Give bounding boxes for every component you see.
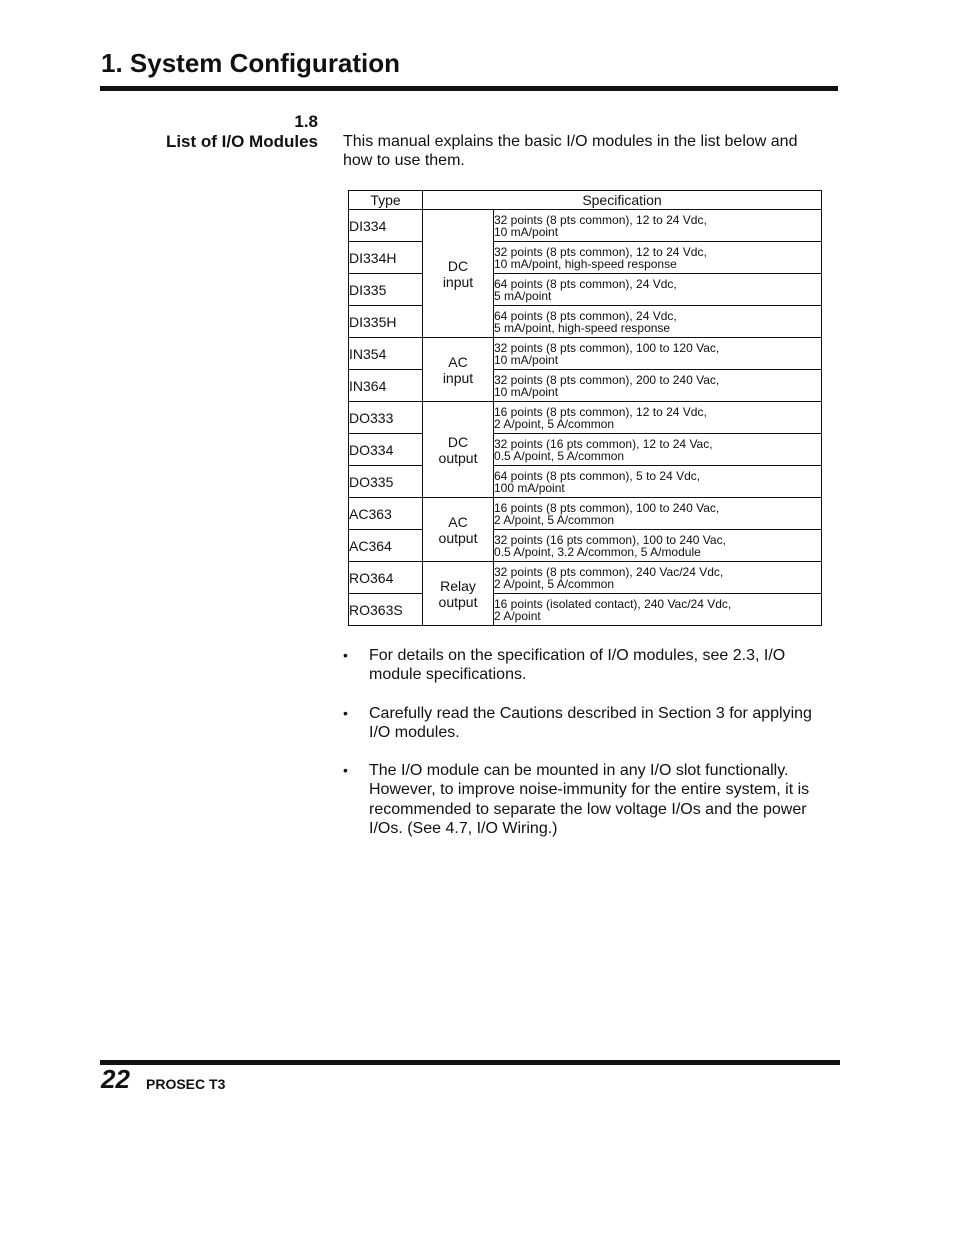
module-spec: 32 points (8 pts common), 100 to 120 Vac, 10 mA/point bbox=[494, 338, 822, 370]
table-row bbox=[349, 402, 822, 434]
module-spec: 64 points (8 pts common), 24 Vdc, 5 mA/point bbox=[494, 274, 822, 306]
module-type: RO363S bbox=[349, 594, 423, 626]
intro-paragraph: This manual explains the basic I/O modules in the list below and how to use them. bbox=[343, 133, 798, 169]
product-name: PROSEC T3 bbox=[146, 1076, 226, 1092]
bullet-icon: • bbox=[343, 762, 348, 779]
table-row bbox=[349, 242, 822, 274]
table-row bbox=[349, 530, 822, 562]
specification-column-header: Specification bbox=[423, 191, 822, 210]
table-row bbox=[349, 562, 822, 594]
table-row bbox=[349, 274, 822, 306]
table-row bbox=[349, 306, 822, 338]
module-spec: 32 points (8 pts common), 12 to 24 Vdc, 10 mA/point, high-speed response bbox=[494, 242, 822, 274]
list-item: • Carefully read the Cautions described in Section 3 for applying I/O modules. bbox=[343, 704, 812, 741]
module-spec: 16 points (8 pts common), 100 to 240 Vac, 2 A/point, 5 A/common bbox=[494, 498, 822, 530]
chapter-title: 1. System Configuration bbox=[101, 48, 401, 78]
category-dc-input: DC input bbox=[423, 210, 494, 338]
footer-rule bbox=[100, 1060, 840, 1065]
list-item: • The I/O module can be mounted in any I/O slot functionally. However, to improve noise-immunity for the entire system, it is recommended to separate the low voltage I/Os and the power I/Os. (See 4.7, I/O Wiring.) bbox=[343, 762, 810, 838]
module-type: AC364 bbox=[349, 530, 423, 562]
category-ac-input: AC input bbox=[423, 338, 494, 402]
module-type: DI335 bbox=[349, 274, 423, 306]
module-type: IN354 bbox=[349, 338, 423, 370]
list-item: • For details on the specification of I/O modules, see 2.3, I/O module specifications. bbox=[343, 647, 786, 684]
table-row bbox=[349, 434, 822, 466]
page-number: 22 bbox=[101, 1064, 130, 1094]
module-spec: 32 points (16 pts common), 12 to 24 Vac, 0.5 A/point, 5 A/common bbox=[494, 434, 822, 466]
module-type: DI334 bbox=[349, 210, 423, 242]
module-spec: 64 points (8 pts common), 5 to 24 Vdc, 100 mA/point bbox=[494, 466, 822, 498]
bullet-icon: • bbox=[343, 647, 348, 663]
category-relay-output: Relay output bbox=[423, 562, 494, 626]
module-spec: 32 points (8 pts common), 12 to 24 Vdc, 10 mA/point bbox=[494, 210, 822, 242]
module-type: DO334 bbox=[349, 434, 423, 466]
module-spec: 32 points (16 pts common), 100 to 240 Vac, 0.5 A/point, 3.2 A/common, 5 A/module bbox=[494, 530, 822, 562]
table-header-row bbox=[349, 191, 822, 210]
module-spec: 16 points (8 pts common), 12 to 24 Vdc, 2 A/point, 5 A/common bbox=[494, 402, 822, 434]
category-dc-output: DC output bbox=[423, 402, 494, 498]
table-row bbox=[349, 210, 822, 242]
module-type: DO335 bbox=[349, 466, 423, 498]
table-row bbox=[349, 370, 822, 402]
section-number: 1.8 bbox=[294, 112, 318, 131]
table-row bbox=[349, 466, 822, 498]
module-spec: 32 points (8 pts common), 200 to 240 Vac, 10 mA/point bbox=[494, 370, 822, 402]
module-type: RO364 bbox=[349, 562, 423, 594]
module-spec: 32 points (8 pts common), 240 Vac/24 Vdc, 2 A/point, 5 A/common bbox=[494, 562, 822, 594]
table-row bbox=[349, 498, 822, 530]
module-type: AC363 bbox=[349, 498, 423, 530]
module-type: IN364 bbox=[349, 370, 423, 402]
table-row bbox=[349, 594, 822, 626]
section-title: List of I/O Modules bbox=[165, 132, 318, 151]
module-spec: 64 points (8 pts common), 24 Vdc, 5 mA/point, high-speed response bbox=[494, 306, 822, 338]
notes-list bbox=[343, 646, 828, 857]
module-spec: 16 points (isolated contact), 240 Vac/24 Vdc, 2 A/point bbox=[494, 594, 822, 626]
table-row bbox=[349, 338, 822, 370]
type-column-header: Type bbox=[349, 191, 423, 210]
category-ac-output: AC output bbox=[423, 498, 494, 562]
module-type: DI334H bbox=[349, 242, 423, 274]
module-type: DO333 bbox=[349, 402, 423, 434]
header-rule bbox=[100, 86, 838, 91]
io-modules-table bbox=[348, 190, 822, 626]
module-type: DI335H bbox=[349, 306, 423, 338]
bullet-icon: • bbox=[343, 704, 348, 721]
